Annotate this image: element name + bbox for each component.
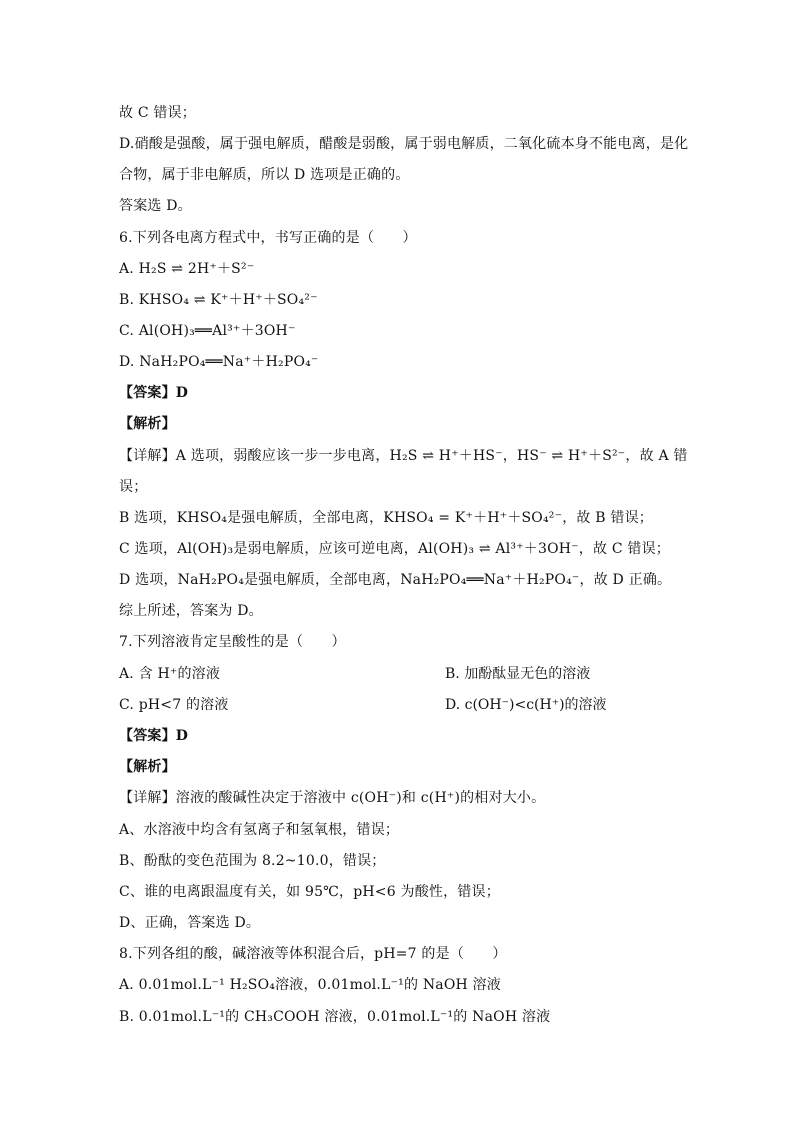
option-6d: D. NaH₂PO₄══Na⁺＋H₂PO₄⁻ bbox=[119, 354, 319, 370]
analysis-heading-7: 【解析】 bbox=[119, 759, 176, 775]
option-7a: A. 含 H⁺的溶液 bbox=[119, 666, 221, 682]
question-8: 8.下列各组的酸，碱溶液等体积混合后，pH=7 的是（ ） bbox=[119, 946, 507, 962]
detail-7b: B、酚酞的变色范围为 8.2~10.0，错误； bbox=[119, 853, 386, 869]
text-line: 答案选 D。 bbox=[119, 198, 192, 214]
question-6: 6.下列各电离方程式中，书写正确的是（ ） bbox=[119, 230, 417, 246]
answer-6: 【答案】D bbox=[119, 385, 189, 401]
answer-7: 【答案】D bbox=[119, 728, 189, 744]
detail-7: 【详解】溶液的酸碱性决定于溶液中 c(OH⁻)和 c(H⁺)的相对大小。 bbox=[119, 790, 546, 806]
text-line: 合物，属于非电解质，所以 D 选项是正确的。 bbox=[119, 167, 410, 183]
text-line: D.硝酸是强酸，属于强电解质，醋酸是弱酸，属于弱电解质，二氧化硫本身不能电离，是化 bbox=[119, 136, 689, 152]
detail-6d: D 选项，NaH₂PO₄是强电解质，全部电离，NaH₂PO₄══Na⁺＋H₂PO₄⁻，故 D 正确。 bbox=[119, 572, 672, 588]
detail-6c: C 选项，Al(OH)₃是弱电解质，应该可逆电离，Al(OH)₃ ⇌ Al³⁺＋3OH⁻，故 C 错误； bbox=[119, 541, 670, 557]
option-6a: A. H₂S ⇌ 2H⁺＋S²⁻ bbox=[119, 261, 255, 277]
analysis-heading-6: 【解析】 bbox=[119, 416, 176, 432]
detail-6b: B 选项，KHSO₄是强电解质，全部电离，KHSO₄ = K⁺＋H⁺＋SO₄²⁻，故 B 错误； bbox=[119, 510, 653, 526]
option-7d: D. c(OH⁻)<c(H⁺)的溶液 bbox=[445, 697, 607, 713]
option-6c: C. Al(OH)₃══Al³⁺＋3OH⁻ bbox=[119, 323, 296, 339]
detail-7a: A、水溶液中均含有氢离子和氢氧根，错误； bbox=[119, 822, 400, 838]
option-7b: B. 加酚酞显无色的溶液 bbox=[445, 666, 591, 682]
text-line: 故 C 错误； bbox=[119, 105, 197, 121]
detail-7d: D、正确，答案选 D。 bbox=[119, 915, 261, 931]
summary-6: 综上所述，答案为 D。 bbox=[119, 603, 263, 619]
detail-7c: C、谁的电离跟温度有关，如 95℃，pH<6 为酸性，错误； bbox=[119, 884, 500, 900]
detail-6a-cont: 误； bbox=[119, 479, 148, 495]
question-7: 7.下列溶液肯定呈酸性的是（ ） bbox=[119, 634, 346, 650]
option-7c: C. pH<7 的溶液 bbox=[119, 697, 229, 713]
option-6b: B. KHSO₄ ⇌ K⁺＋H⁺＋SO₄²⁻ bbox=[119, 292, 318, 308]
option-8a: A. 0.01mol.L⁻¹ H₂SO₄溶液，0.01mol.L⁻¹的 NaOH 溶液 bbox=[119, 977, 501, 993]
option-8b: B. 0.01mol.L⁻¹的 CH₃COOH 溶液，0.01mol.L⁻¹的 NaOH 溶液 bbox=[119, 1009, 551, 1025]
detail-6a: 【详解】A 选项，弱酸应该一步一步电离，H₂S ⇌ H⁺＋HS⁻，HS⁻ ⇌ H⁺＋S²⁻，故 A 错 bbox=[119, 448, 688, 464]
